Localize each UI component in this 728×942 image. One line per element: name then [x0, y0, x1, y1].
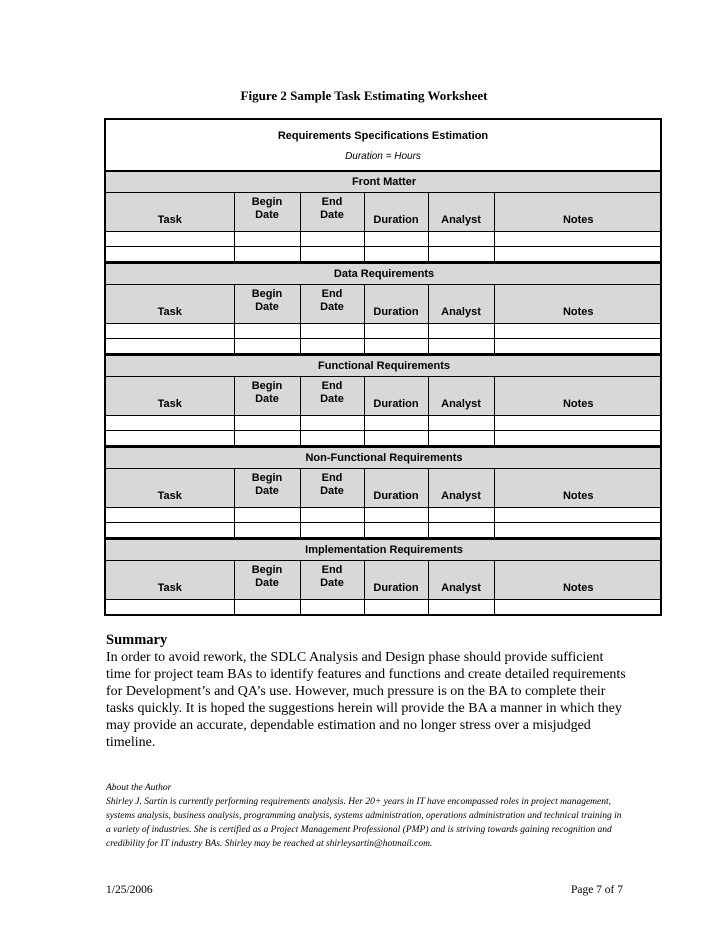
column-header-task: Task	[106, 285, 234, 324]
blank-cell[interactable]	[234, 324, 300, 339]
section-table	[106, 172, 662, 262]
begin-label: Begin	[251, 288, 283, 300]
blank-cell[interactable]	[494, 339, 662, 354]
table-row	[106, 232, 662, 247]
blank-cell[interactable]	[300, 339, 364, 354]
blank-cell[interactable]	[300, 324, 364, 339]
blank-cell[interactable]	[300, 416, 364, 431]
blank-cell[interactable]	[494, 232, 662, 247]
blank-cell[interactable]	[234, 431, 300, 446]
section-title: Front Matter	[106, 172, 662, 193]
column-header-analyst: Analyst	[428, 285, 494, 324]
date-label: Date	[320, 393, 344, 405]
blank-cell[interactable]	[364, 600, 428, 615]
blank-cell[interactable]	[428, 416, 494, 431]
blank-cell[interactable]	[234, 339, 300, 354]
section-title: Non-Functional Requirements	[106, 448, 662, 469]
blank-cell[interactable]	[428, 523, 494, 538]
end-label: End	[321, 472, 343, 484]
end-label: End	[321, 196, 343, 208]
blank-cell[interactable]	[106, 232, 234, 247]
blank-cell[interactable]	[364, 232, 428, 247]
section-title: Implementation Requirements	[106, 540, 662, 561]
column-header-end-date	[300, 561, 364, 600]
column-header-begin-date	[234, 561, 300, 600]
end-label: End	[321, 380, 343, 392]
date-label: Date	[255, 393, 279, 405]
blank-cell[interactable]	[428, 247, 494, 262]
blank-cell[interactable]	[106, 416, 234, 431]
table-row	[106, 324, 662, 339]
date-label: Date	[255, 485, 279, 497]
column-header-duration: Duration	[364, 193, 428, 232]
column-header-end-date	[300, 285, 364, 324]
footer-date: 1/25/2006	[106, 884, 153, 896]
blank-cell[interactable]	[494, 523, 662, 538]
blank-cell[interactable]	[234, 247, 300, 262]
column-header-notes: Notes	[494, 377, 662, 416]
blank-cell[interactable]	[106, 508, 234, 523]
section-table	[106, 356, 662, 446]
column-header-end-date	[300, 469, 364, 508]
column-header-analyst: Analyst	[428, 377, 494, 416]
end-label: End	[321, 288, 343, 300]
blank-cell[interactable]	[428, 600, 494, 615]
date-label: Date	[320, 577, 344, 589]
blank-cell[interactable]	[234, 416, 300, 431]
worksheet-sections	[106, 172, 660, 616]
column-header-notes: Notes	[494, 193, 662, 232]
table-row	[106, 600, 662, 615]
blank-cell[interactable]	[106, 600, 234, 615]
column-header-duration: Duration	[364, 469, 428, 508]
blank-cell[interactable]	[364, 615, 428, 617]
end-label: End	[321, 564, 343, 576]
blank-cell[interactable]	[494, 324, 662, 339]
column-header-notes: Notes	[494, 285, 662, 324]
blank-cell[interactable]	[300, 431, 364, 446]
blank-cell[interactable]	[494, 508, 662, 523]
blank-cell[interactable]	[428, 508, 494, 523]
blank-cell[interactable]	[234, 615, 300, 617]
begin-label: Begin	[251, 380, 283, 392]
table-row	[106, 339, 662, 354]
date-label: Date	[320, 301, 344, 313]
begin-label: Begin	[251, 472, 283, 484]
blank-cell[interactable]	[364, 508, 428, 523]
blank-cell[interactable]	[494, 615, 662, 617]
column-header-begin-date	[234, 469, 300, 508]
about-heading: About the Author	[106, 783, 172, 793]
date-label: Date	[255, 209, 279, 221]
table-row	[106, 431, 662, 446]
begin-label: Begin	[251, 564, 283, 576]
column-header-analyst: Analyst	[428, 193, 494, 232]
date-label: Date	[255, 577, 279, 589]
worksheet-title: Requirements Specifications Estimation	[277, 130, 489, 142]
worksheet-section	[106, 540, 660, 616]
column-header-task: Task	[106, 469, 234, 508]
blank-cell[interactable]	[106, 523, 234, 538]
about-author-block	[106, 781, 626, 851]
column-header-notes: Notes	[494, 469, 662, 508]
summary-block	[106, 632, 626, 751]
summary-heading: Summary	[106, 632, 168, 648]
blank-cell[interactable]	[106, 324, 234, 339]
blank-cell[interactable]	[364, 339, 428, 354]
column-header-end-date	[300, 193, 364, 232]
blank-cell[interactable]	[364, 324, 428, 339]
column-header-end-date	[300, 377, 364, 416]
blank-cell[interactable]	[300, 600, 364, 615]
blank-cell[interactable]	[106, 431, 234, 446]
table-row	[106, 247, 662, 262]
worksheet-header	[106, 120, 660, 172]
blank-cell[interactable]	[300, 615, 364, 617]
summary-body: In order to avoid rework, the SDLC Analysis and Design phase should provide sufficient time for project team BAs to identify features and functions and create detailed requirements for Development’s and QA’s use. However, much pressure is on the BA to complete their tasks quickly. It is hoped the suggestions herein will provide the BA a manner in which they may provide an accurate, dependable estimation and no longer stress over a misjudged timeline.	[106, 650, 626, 750]
section-title: Data Requirements	[106, 264, 662, 285]
column-header-analyst: Analyst	[428, 469, 494, 508]
table-row	[106, 523, 662, 538]
blank-cell[interactable]	[234, 232, 300, 247]
blank-cell[interactable]	[428, 339, 494, 354]
table-row	[106, 508, 662, 523]
section-title: Functional Requirements	[106, 356, 662, 377]
section-table	[106, 540, 662, 616]
blank-cell[interactable]	[494, 416, 662, 431]
worksheet-section	[106, 264, 660, 356]
blank-cell[interactable]	[234, 523, 300, 538]
column-header-notes: Notes	[494, 561, 662, 600]
column-header-duration: Duration	[364, 285, 428, 324]
figure-title: Figure 2 Sample Task Estimating Worksheet	[240, 88, 488, 103]
column-header-analyst: Analyst	[428, 561, 494, 600]
blank-cell[interactable]	[364, 431, 428, 446]
blank-cell[interactable]	[300, 232, 364, 247]
column-header-begin-date	[234, 377, 300, 416]
worksheet-section	[106, 448, 660, 540]
blank-cell[interactable]	[106, 339, 234, 354]
blank-cell[interactable]	[364, 416, 428, 431]
blank-cell[interactable]	[364, 523, 428, 538]
blank-cell[interactable]	[234, 600, 300, 615]
blank-cell[interactable]	[428, 431, 494, 446]
blank-cell[interactable]	[106, 615, 234, 617]
date-label: Date	[255, 301, 279, 313]
blank-cell[interactable]	[234, 508, 300, 523]
column-header-task: Task	[106, 561, 234, 600]
blank-cell[interactable]	[428, 232, 494, 247]
blank-cell[interactable]	[494, 247, 662, 262]
about-body: Shirley J. Sartin is currently performing requirements analysis. Her 20+ years in IT have encompassed roles in project management, systems analysis, business analysis, programming analysis, systems administration, operations administration and technical training in a variety of industries. She is certified as a Project Management Professional (PMP) and is striving towards gaining recognition and credibility for IT industry BAs. Shirley may be reached at shirleysartin@hotmail.com.	[106, 797, 622, 849]
blank-cell[interactable]	[300, 523, 364, 538]
table-row	[106, 416, 662, 431]
estimating-worksheet	[104, 118, 662, 616]
date-label: Date	[320, 485, 344, 497]
blank-cell[interactable]	[494, 431, 662, 446]
worksheet-section	[106, 356, 660, 448]
footer-page-number: Page 7 of 7	[570, 884, 623, 896]
blank-cell[interactable]	[106, 247, 234, 262]
column-header-begin-date	[234, 285, 300, 324]
date-label: Date	[320, 209, 344, 221]
blank-cell[interactable]	[494, 600, 662, 615]
section-table	[106, 264, 662, 354]
begin-label: Begin	[251, 196, 283, 208]
worksheet-section	[106, 172, 660, 264]
column-header-duration: Duration	[364, 377, 428, 416]
blank-cell[interactable]	[300, 508, 364, 523]
blank-cell[interactable]	[300, 247, 364, 262]
blank-cell[interactable]	[428, 324, 494, 339]
worksheet-subtitle: Duration = Hours	[345, 151, 421, 162]
column-header-task: Task	[106, 193, 234, 232]
blank-cell[interactable]	[428, 615, 494, 617]
blank-cell[interactable]	[364, 247, 428, 262]
section-table	[106, 448, 662, 538]
column-header-duration: Duration	[364, 561, 428, 600]
column-header-task: Task	[106, 377, 234, 416]
column-header-begin-date	[234, 193, 300, 232]
table-row	[106, 615, 662, 617]
